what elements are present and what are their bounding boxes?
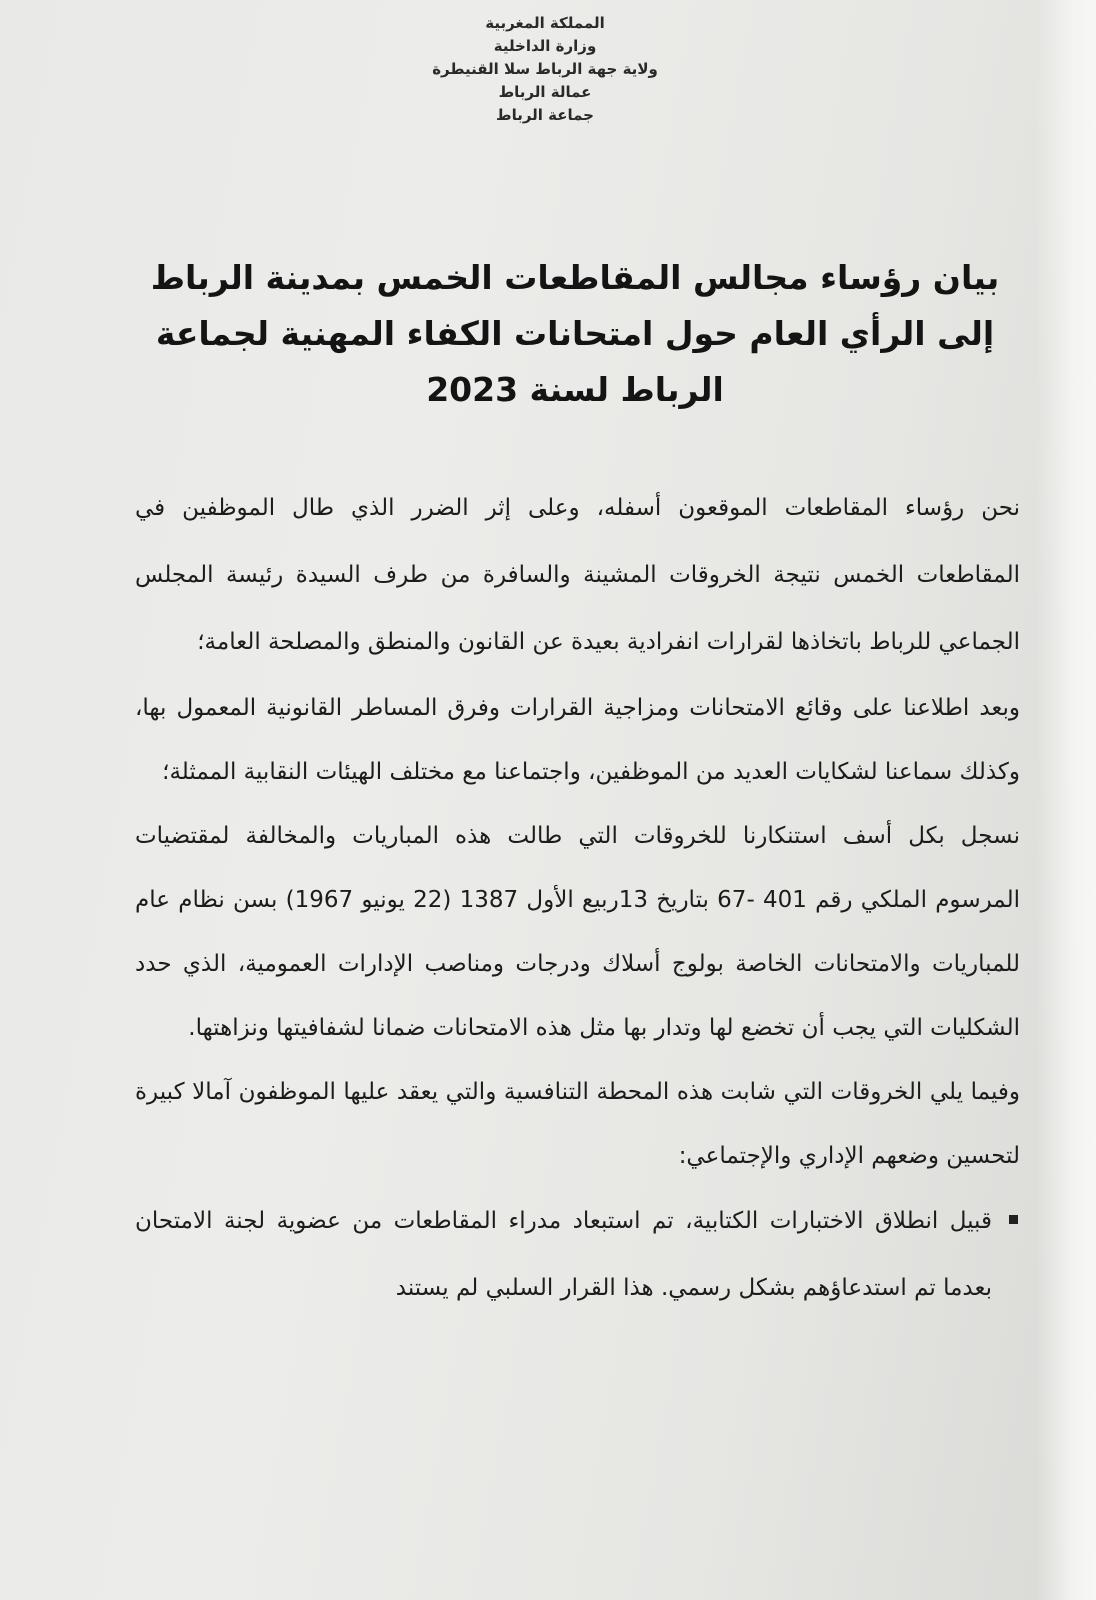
page-edge-shadow	[1036, 0, 1096, 1600]
document-title	[150, 250, 1000, 418]
bullet-square-icon	[1009, 1215, 1018, 1224]
paragraph-review: وبعد اطلاعنا على وقائع الامتحانات ومزاجية القرارات وفرق المساطر القانونية المعمول بها، وكذلك سماعنا لشكايات العديد من الموظفين، واجتماعنا مع مختلف الهيئات النقابية الممثلة؛	[135, 695, 1020, 785]
paragraph-intro: نحن رؤساء المقاطعات الموقعون أسفله، وعلى إثر الضرر الذي طال الموظفين في المقاطعات الخمس نتيجة الخروقات المشينة والسافرة من طرف السيدة رئيسة المجلس الجماعي للرباط باتخاذها لقرارات انفرادية بعيدة عن القانون والمنطق والمصلحة العامة؛	[135, 495, 1020, 655]
list-item-text: قبيل انطلاق الاختبارات الكتابية، تم استبعاد مدراء المقاطعات من عضوية لجنة الامتحان بعدما تم استدعاؤهم بشكل رسمي. هذا القرار السلبي لم يستند	[135, 1208, 992, 1301]
violations-list	[135, 1188, 1020, 1322]
document-body	[135, 475, 1020, 1322]
letterhead-commune: جماعة الرباط	[495, 106, 594, 124]
title-line-3: الرباط لسنة 2023	[426, 370, 724, 409]
title-line-2: إلى الرأي العام حول امتحانات الكفاء المهنية لجماعة	[155, 314, 995, 353]
paragraph-violations-intro: وفيما يلي الخروقات التي شابت هذه المحطة التنافسية والتي يعقد عليها الموظفون آمالا كبيرة لتحسين وضعهم الإداري والإجتماعي:	[135, 1079, 1020, 1169]
list-item	[135, 1188, 992, 1322]
title-line-1: بيان رؤساء مجالس المقاطعات الخمس بمدينة الرباط	[150, 258, 1000, 297]
letterhead-kingdom: المملكة المغربية	[485, 14, 605, 32]
paragraph-decree: نسجل بكل أسف استنكارنا للخروقات التي طالت هذه المباريات والمخالفة لمقتضيات المرسوم الملكي رقم 401 -67 بتاريخ 13ربيع الأول 1387 (22 يونيو 1967) بسن نظام عام للمباريات والامتحانات الخاصة بولوج أسلاك ودرجات ومناصب الإدارات العمومية، الذي حدد الشكليات التي يجب أن تخضع لها وتدار بها مثل هذه الامتحانات ضمانا لشفافيتها ونزاهتها.	[135, 823, 1020, 1041]
letterhead-prefecture: عمالة الرباط	[498, 83, 592, 101]
letterhead-ministry: وزارة الداخلية	[493, 37, 597, 55]
letterhead	[400, 12, 690, 127]
letterhead-region: ولاية جهة الرباط سلا القنيطرة	[432, 60, 658, 78]
